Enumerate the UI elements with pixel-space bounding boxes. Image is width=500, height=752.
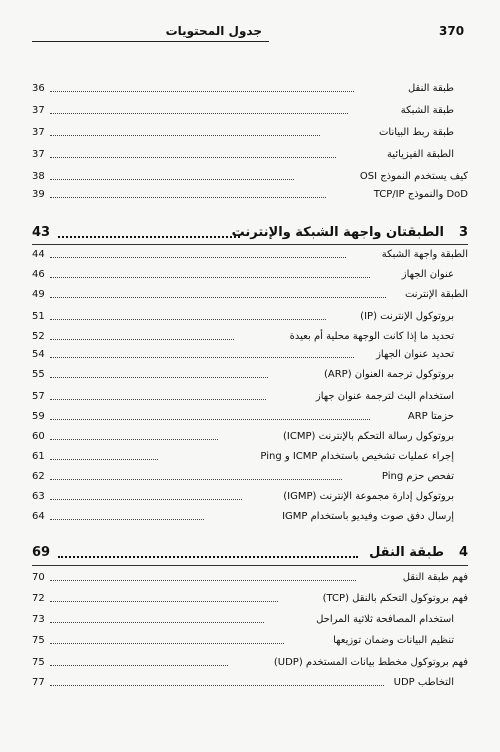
entry-page: 55 — [32, 369, 45, 380]
entry-page: 77 — [32, 677, 45, 688]
entry-leader — [50, 685, 384, 686]
entry-page: 44 — [32, 249, 45, 260]
toc-entry[interactable] — [32, 388, 468, 406]
toc-entry[interactable] — [32, 448, 468, 466]
entry-title: تحديد عنوان الجهاز — [376, 349, 454, 360]
toc-entry[interactable] — [32, 508, 468, 526]
entry-page: 36 — [32, 83, 45, 94]
toc-entry[interactable] — [32, 146, 468, 164]
chapter-rule — [32, 244, 468, 245]
toc-entry[interactable] — [32, 346, 468, 364]
entry-leader — [50, 113, 348, 114]
toc-entry[interactable] — [32, 286, 468, 304]
entry-leader — [50, 399, 266, 400]
entry-page: 51 — [32, 311, 45, 322]
entry-page: 37 — [32, 149, 45, 160]
toc-entry[interactable] — [32, 611, 468, 629]
entry-title: إجراء عمليات تشخيص باستخدام ICMP و Ping — [260, 451, 454, 462]
entry-leader — [50, 665, 228, 666]
toc-entry[interactable] — [32, 246, 468, 264]
entry-leader — [50, 197, 326, 198]
entry-page: 37 — [32, 105, 45, 116]
toc-entry[interactable] — [32, 408, 468, 426]
entry-page: 60 — [32, 431, 45, 442]
entry-page: 39 — [32, 189, 45, 200]
entry-title: كيف يستخدم النموذج OSI — [359, 171, 468, 182]
entry-page: 63 — [32, 491, 45, 502]
entry-page: 73 — [32, 614, 45, 625]
entry-leader — [50, 179, 294, 180]
toc-entry[interactable] — [32, 328, 468, 346]
toc-entry[interactable] — [32, 80, 468, 98]
entry-leader — [50, 459, 158, 460]
chapter-page: 43 — [32, 225, 51, 240]
entry-leader — [50, 339, 234, 340]
toc-entry[interactable] — [32, 366, 468, 384]
entry-leader — [50, 257, 346, 258]
entry-leader — [50, 519, 204, 520]
entry-leader — [50, 357, 354, 358]
entry-leader — [50, 580, 356, 581]
toc-entry[interactable] — [32, 124, 468, 142]
entry-page: 70 — [32, 572, 45, 583]
entry-page: 46 — [32, 269, 45, 280]
toc-entry[interactable] — [32, 488, 468, 506]
entry-title: TCP/IP والنموذج DoD — [373, 189, 468, 200]
chapter-title: الطبقتان واجهة الشبكة والإنترنت — [231, 225, 444, 240]
entry-title: بروتوكول الإنترنت (IP) — [360, 311, 454, 322]
entry-page: 59 — [32, 411, 45, 422]
entry-title: طبقة النقل — [407, 83, 454, 94]
entry-leader — [50, 277, 370, 278]
toc-entry[interactable] — [32, 168, 468, 186]
page-number: 370 — [439, 24, 465, 38]
entry-title: بروتوكول ترجمة العنوان (ARP) — [323, 369, 454, 380]
entry-leader — [50, 643, 284, 644]
entry-page: 54 — [32, 349, 45, 360]
entry-leader — [50, 439, 218, 440]
entry-title: إرسال دفق صوت وفيديو باستخدام IGMP — [282, 511, 454, 522]
entry-page: 72 — [32, 593, 45, 604]
entry-page: 75 — [32, 657, 45, 668]
entry-leader — [50, 91, 354, 92]
entry-title: استخدام المصافحة ثلاثية المراحل — [316, 614, 454, 625]
entry-page: 57 — [32, 391, 45, 402]
entry-title: تفحص حزم Ping — [381, 471, 454, 482]
toc-entry[interactable] — [32, 632, 468, 650]
chapter-leader — [58, 236, 240, 238]
chapter-number: 3 — [458, 225, 468, 240]
toc-entry[interactable] — [32, 468, 468, 486]
entry-title: طبقة ربط البيانات — [378, 127, 454, 138]
toc-entry[interactable] — [32, 308, 468, 326]
entry-title: تحديد ما إذا كانت الوجهة محلية أم بعيدة — [289, 331, 454, 342]
entry-title: حزمتا ARP — [407, 411, 454, 422]
entry-page: 62 — [32, 471, 45, 482]
entry-leader — [50, 601, 278, 602]
entry-leader — [50, 479, 342, 480]
entry-leader — [50, 157, 336, 158]
entry-page: 52 — [32, 331, 45, 342]
toc-entry[interactable] — [32, 674, 468, 692]
entry-title: الطبقة الفيزيائية — [386, 149, 454, 160]
chapter-rule — [32, 565, 468, 566]
entry-title: استخدام البث لترجمة عنوان جهاز — [315, 391, 454, 402]
entry-page: 37 — [32, 127, 45, 138]
toc-entry[interactable] — [32, 186, 468, 204]
entry-leader — [50, 135, 320, 136]
entry-title: التخاطب UDP — [393, 677, 454, 688]
entry-leader — [50, 319, 326, 320]
header-rule — [32, 41, 269, 42]
running-head: جدول المحتويات — [165, 24, 262, 38]
toc-entry[interactable] — [32, 590, 468, 608]
chapter-number: 4 — [458, 545, 468, 560]
chapter-page: 69 — [32, 545, 51, 560]
entry-page: 64 — [32, 511, 45, 522]
chapter-heading[interactable] — [32, 222, 468, 244]
entry-title: فهم بروتوكول التحكم بالنقل (TCP) — [322, 593, 468, 604]
entry-page: 75 — [32, 635, 45, 646]
entry-title: طبقة الشبكة — [400, 105, 454, 116]
entry-title: عنوان الجهاز — [401, 269, 454, 280]
chapter-title: طبقة النقل — [369, 545, 444, 560]
entry-leader — [50, 499, 242, 500]
chapter-leader — [58, 556, 358, 558]
entry-title: فهم طبقة النقل — [402, 572, 468, 583]
entry-leader — [50, 297, 386, 298]
toc-entry[interactable] — [32, 102, 468, 120]
toc-entry[interactable] — [32, 654, 468, 672]
toc-entry[interactable] — [32, 428, 468, 446]
entry-page: 49 — [32, 289, 45, 300]
entry-title: الطبقة الإنترنت — [404, 289, 468, 300]
chapter-heading[interactable] — [32, 542, 468, 564]
toc-entry[interactable] — [32, 266, 468, 284]
entry-leader — [50, 622, 264, 623]
entry-leader — [50, 419, 370, 420]
toc-entry[interactable] — [32, 569, 468, 587]
entry-title: تنظيم البيانات وضمان توزيعها — [333, 635, 454, 646]
entry-title: الطبقة واجهة الشبكة — [381, 249, 468, 260]
entry-title: بروتوكول رسالة التحكم بالإنترنت (ICMP) — [283, 431, 454, 442]
entry-page: 61 — [32, 451, 45, 462]
entry-title: فهم بروتوكول مخطط بيانات المستخدم (UDP) — [273, 657, 468, 668]
entry-title: بروتوكول إدارة مجموعة الإنترنت (IGMP) — [283, 491, 454, 502]
entry-page: 38 — [32, 171, 45, 182]
entry-leader — [50, 377, 268, 378]
